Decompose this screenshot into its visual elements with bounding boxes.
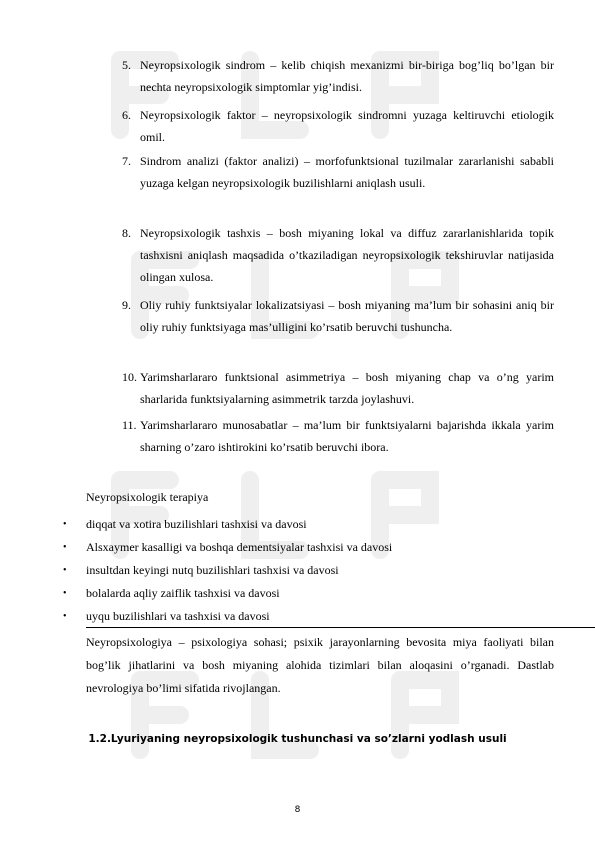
bullet-icon: • [63,519,67,530]
page-number: 8 [294,805,301,815]
bullet-text: Alsxaymer kasalligi va boshqa dementsiyalar tashxisi va davosi [86,540,393,554]
bullet-text: diqqat va xotira buzilishlari tashxisi va davosi [86,517,307,531]
list-item [122,104,554,148]
bullet-item [60,605,560,628]
list-item-text: Neyropsixologik faktor – neyropsixologik sindromni yuzaga keltiruvchi etiologik omil. [140,108,554,144]
list-item [122,294,554,338]
bullet-item [60,559,560,582]
therapy-heading: Neyropsixologik terapiya [86,490,209,504]
list-item-number: 9. [122,298,131,312]
section-title: 1.2.Lyuriyaning neyropsixologik tushunchasi va so’zlarni yodlash usuli [88,733,507,745]
list-item-text: Sindrom analizi (faktor analizi) – morfofunktsional tuzilmalar zararlanishi sababli yuzaga kelgan neyropsixologik buzilishlarni aniqlash usuli. [140,154,554,190]
list-item-number: 6. [122,108,131,122]
list-item-number: 7. [122,154,131,168]
bullet-icon: • [63,588,67,599]
list-item-number: 8. [122,226,131,240]
list-item-number: 10. [122,370,137,384]
bullet-icon: • [63,542,67,553]
bullet-item [60,582,560,605]
list-item [122,366,554,410]
list-item [122,54,554,98]
list-item-number: 5. [122,58,131,72]
bullet-icon: • [63,611,67,622]
list-item-text: Yarimsharlararo funktsional asimmetriya – bosh miyaning chap va o’ng yarim sharlarida funktsiyalarning asimmetrik tarzda joylashuvi. [140,370,554,406]
bullet-text: insultdan keyingi nutq buzilishlari tashxisi va davosi [86,563,339,577]
list-item-text: Neyropsixologik sindrom – kelib chiqish mexanizmi bir-biriga bog’liq bo’lgan bir nechta neyropsixologik simptomlar yig’indisi. [140,58,554,94]
bullet-item [60,513,560,536]
list-item-text: Oliy ruhiy funktsiyalar lokalizatsiyasi – bosh miyaning ma’lum bir sohasini aniq bir oliy ruhiy funktsiyaga mas’ulligini ko’rsatib beruvchi tushuncha. [140,298,554,334]
body-paragraph: Neyropsixologiya – psixologiya sohasi; psixik jarayonlarning bevosita miya faoliyati bilan bog’lik jihatlarini va bosh miyaning alohida tizimlari bilan aloqasini o’rganadi. Dastlab nevrologiya bo’limi sifatida rivojlangan. [86,635,554,695]
bullet-icon: • [63,565,67,576]
list-item [122,150,554,194]
list-item-number: 11. [122,418,137,432]
bullet-item [60,536,560,559]
bullet-text: bolalarda aqliy zaiflik tashxisi va davosi [86,586,280,600]
bullet-text: uyqu buzilishlari va tashxisi va davosi [86,605,595,628]
therapy-bullet-list [60,513,560,628]
list-item [122,222,554,288]
list-item [122,414,554,458]
list-item-text: Neyropsixologik tashxis – bosh miyaning lokal va diffuz zararlanishlarida topik tashxisni aniqlash maqsadida o’tkaziladigan neyropsixologik tekshiruvlar natijasida olingan xulosa. [140,226,554,284]
list-item-text: Yarimsharlararo munosabatlar – ma’lum bir funktsiyalarni bajarishda ikkala yarim sharning o’zaro ishtirokini ko’rsatib beruvchi ibora. [140,418,554,454]
